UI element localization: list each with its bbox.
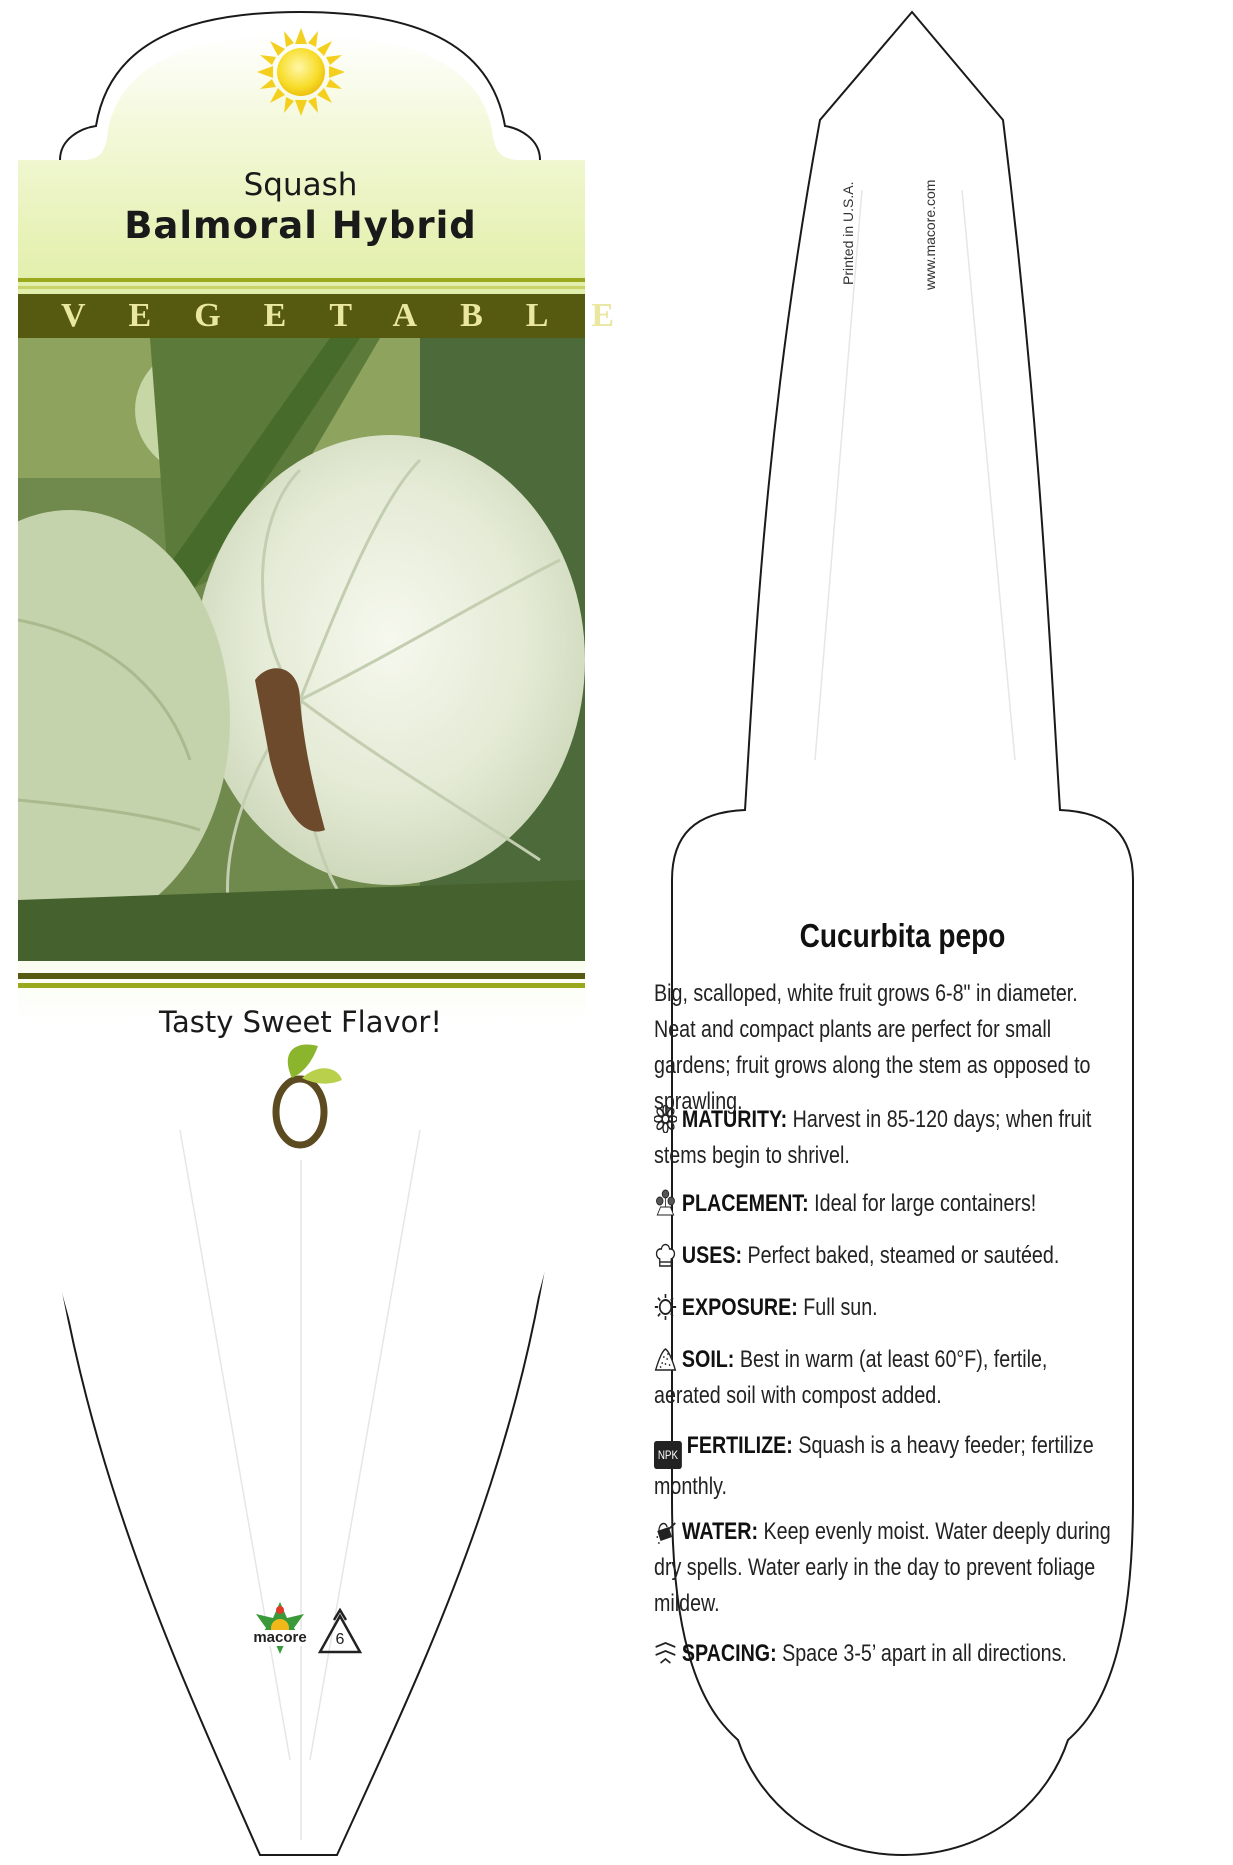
- care-uses: USES: Perfect baked, steamed or sautéed.: [654, 1238, 1113, 1274]
- care-maturity: MATURITY: Harvest in 85-120 days; when fruit stems begin to shrivel.: [654, 1106, 1092, 1169]
- care-spacing: SPACING: Space 3-5’ apart in all directions.: [654, 1636, 1113, 1672]
- common-name: Squash: [243, 167, 358, 203]
- sun-outline-icon: [654, 1293, 677, 1321]
- sun-icon: [257, 28, 345, 116]
- variety-name: Balmoral Hybrid: [124, 204, 477, 247]
- tagline: Tasty Sweet Flavor!: [159, 1005, 442, 1039]
- care-water: WATER: Keep evenly moist. Water deeply during dry spells. Water early in the day to prevent foliage mildew.: [654, 1518, 1111, 1617]
- fertilizer-icon: NPK: [654, 1441, 682, 1469]
- garden-bed-icon: [654, 1189, 677, 1217]
- care-soil: SOIL: Best in warm (at least 60°F), fertile, aerated soil with compost added.: [654, 1346, 1048, 1409]
- website: www.macore.com: [922, 179, 938, 290]
- printed-in: Printed in U.S.A.: [840, 181, 856, 285]
- category-label: VEGETABLE: [61, 297, 658, 334]
- watering-can-icon: [654, 1517, 677, 1545]
- botanical-name: Cucurbita pepo: [799, 917, 1006, 954]
- description: Big, scalloped, white fruit grows 6-8" in diameter. Neat and compact plants are perfect for small gardens; fruit grows along the stem as opposed to sprawling.: [654, 980, 1091, 1115]
- recycle-number: 6: [335, 1631, 345, 1648]
- soil-pile-icon: [654, 1345, 677, 1373]
- care-placement: PLACEMENT: Ideal for large containers!: [654, 1186, 1113, 1222]
- care-exposure: EXPOSURE: Full sun.: [654, 1290, 1113, 1326]
- chef-hat-icon: [654, 1241, 677, 1269]
- squash-photo: [0, 338, 585, 961]
- care-fertilize: NPK FERTILIZE: Squash is a heavy feeder; fertilize monthly.: [654, 1432, 1094, 1500]
- brand-name: macore: [246, 1630, 314, 1646]
- spacing-arrows-icon: [654, 1639, 677, 1667]
- flower-icon: [654, 1105, 677, 1133]
